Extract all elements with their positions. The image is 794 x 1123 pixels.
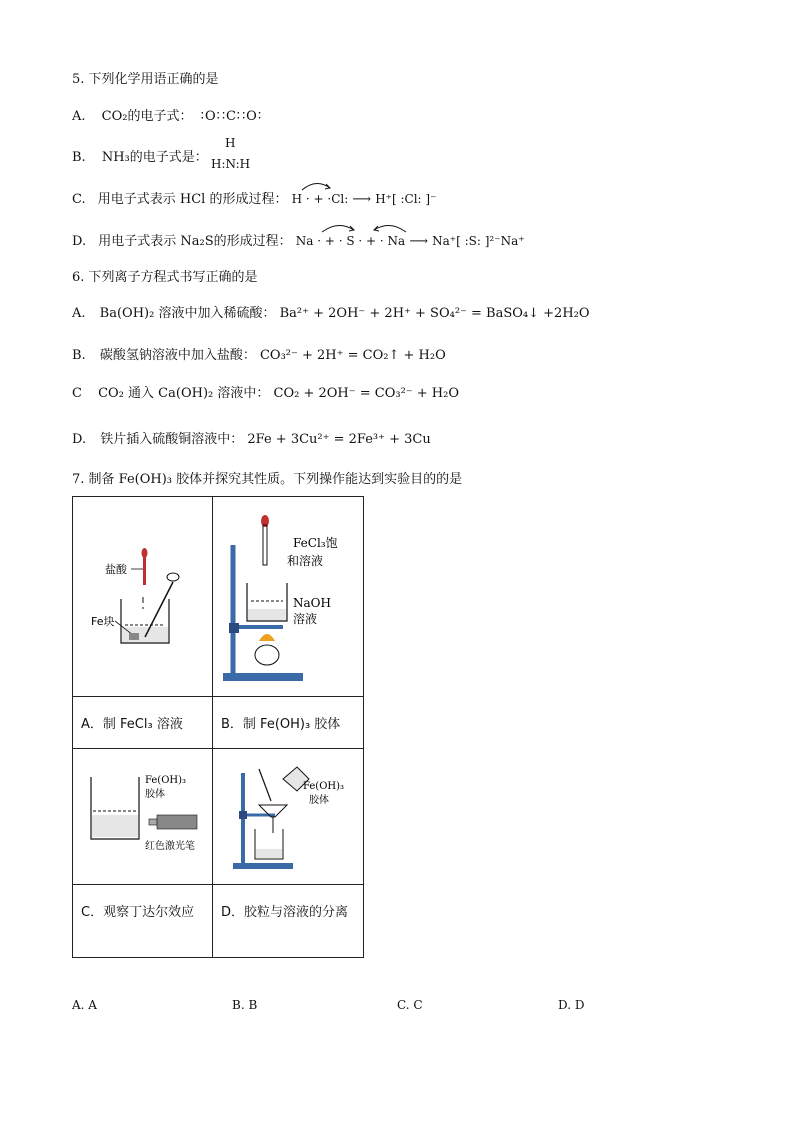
figure-d-cell [213,749,364,885]
experiment-table [72,496,364,958]
figure-b-apparatus [213,497,364,697]
curved-arrows-icon [320,220,410,234]
figure-c-tyndall [73,749,213,885]
arrow-icon: ⟶ [352,192,372,207]
option-text: 的电子式： [127,109,193,124]
answer-c[interactable]: C. C [397,998,423,1012]
label-feoh3: Fe(OH)₃ [303,781,345,792]
caption-d: D．胶粒与溶液的分离 [221,905,349,920]
label-saturated: 和溶液 [287,554,324,568]
q5-option-d [72,230,525,249]
q6-option-c [72,382,459,401]
figure-a-beaker [73,497,213,697]
option-prefix: D. [72,432,87,447]
option-text: 的形成过程： [213,234,292,249]
formula: Na₂S [180,234,214,249]
label-colloid: 胶体 [309,795,329,806]
equation: CO₃²⁻ + 2H⁺ = CO₂↑ + H₂O [259,348,446,363]
answer-d[interactable]: D. D [558,998,585,1012]
figure-b-cell [213,497,364,697]
option-prefix: B. [72,348,86,363]
q6-option-a [72,302,590,321]
label-fe-block: Fe块 [91,615,115,628]
equation: CO₂ + 2OH⁻ = CO₃²⁻ + H₂O [273,386,460,401]
label-colloid: 胶体 [145,789,165,800]
option-text: 用电子式表示 [98,234,177,249]
reaction-rhs: H⁺[ :Cl: ]⁻ [375,192,437,206]
q5-option-a [72,105,262,124]
reaction-lhs: Na · + · S · + · Na [295,234,406,248]
equation: 2Fe + 3Cu²⁺ = 2Fe³⁺ + 3Cu [247,432,431,447]
label-laser: 红色激光笔 [145,841,195,852]
figure-c-cell [73,749,213,885]
formula: CO₂ [101,109,128,124]
caption-c: C．观察丁达尔效应 [73,885,213,957]
q5-stem: 5. 下列化学用语正确的是 [72,72,219,87]
caption-a: A．制 FeCl₃ 溶液 [73,697,213,749]
option-prefix: D. [72,234,87,249]
q6-stem: 6. 下列离子方程式书写正确的是 [72,270,258,285]
figure-a-cell [73,497,213,697]
formula: NH₃ [101,150,130,165]
option-prefix: A. [72,306,86,321]
label-feoh3: Fe(OH)₃ [145,775,187,786]
label-naoh: NaOH [293,596,331,610]
electron-structure: ∶O∷C∷O∶ [200,109,263,124]
q6-option-b [72,344,446,363]
equation: Ba²⁺ + 2OH⁻ + 2H⁺ + SO₄²⁻ = BaSO₄↓ +2H₂O [279,306,590,321]
label-solution: 溶液 [293,612,318,626]
option-text: 的电子式是： [129,150,208,165]
option-text: 用电子式表示 HCl 的形成过程： [97,192,288,207]
option-prefix: A. [72,109,86,124]
label-fecl3: FeCl₃饱 [293,536,338,550]
option-text: Ba(OH)₂ 溶液中加入稀硫酸： [99,306,276,321]
q6-option-d [72,428,431,447]
option-prefix: C [72,386,82,401]
q7-stem: 7. 制备 Fe(OH)₃ 胶体并探究其性质。下列操作能达到实验目的的是 [72,472,463,487]
nh3-bottom: H:N:H [211,157,251,171]
curved-arrow-icon [300,180,334,192]
figure-d-filtration [213,749,364,885]
option-text: 铁片插入硫酸铜溶液中： [100,432,244,447]
caption-b: B．制 Fe(OH)₃ 胶体 [213,697,364,749]
answer-a[interactable]: A. A [72,998,97,1012]
option-prefix: C. [72,192,86,207]
reaction-rhs: Na⁺[ :S: ]²⁻Na⁺ [432,234,525,248]
reaction-lhs: H · + ·Cl: [291,192,349,206]
arrow-icon: ⟶ [409,234,428,249]
nh3-top: H [225,136,236,150]
q5-option-b [72,146,208,165]
option-text: CO₂ 通入 Ca(OH)₂ 溶液中： [98,386,270,401]
option-text: 碳酸氢钠溶液中加入盐酸： [99,348,256,363]
answer-b[interactable]: B. B [232,998,258,1012]
label-acid: 盐酸 [105,563,127,576]
q5-option-c [72,188,436,207]
option-prefix: B. [72,150,86,165]
